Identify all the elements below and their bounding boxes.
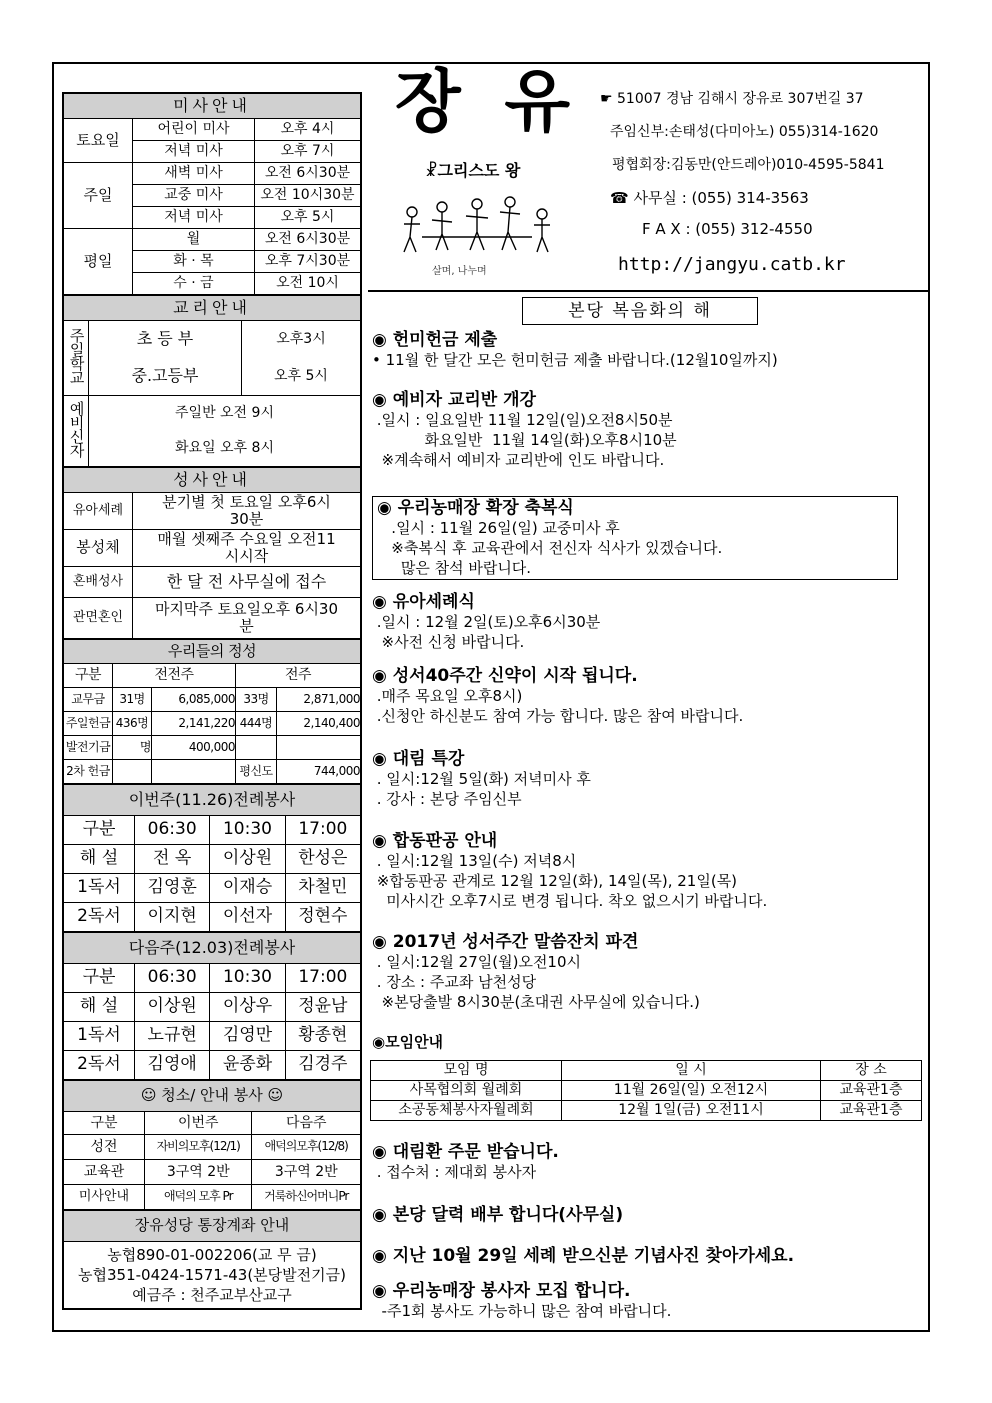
notice-title: ◉ 대림 특강 <box>372 749 465 769</box>
office-line <box>610 187 809 208</box>
clean-cell: 3구역 2반 <box>145 1160 252 1185</box>
tw-cell: 정현수 <box>285 903 360 932</box>
sacr-label: 관면혼인 <box>64 598 133 639</box>
nw-col: 06:30 <box>135 964 210 993</box>
offer-cell: 2차 헌금 <box>64 760 113 784</box>
notice-line: .일시 : 12월 2일(토)오후6시30분 <box>372 613 601 631</box>
clean-col: 구분 <box>64 1112 145 1135</box>
notice-lecture <box>372 749 591 809</box>
divider <box>368 290 928 292</box>
nw-cell: 이상원 <box>135 993 210 1022</box>
tw-cell: 이상원 <box>210 845 285 874</box>
meet-col: 일 시 <box>562 1061 821 1081</box>
phone-icon: ☎ <box>610 189 634 207</box>
next-week-table <box>63 932 361 1080</box>
mass-table <box>63 93 361 295</box>
mass-cell: 오후 7시 <box>255 141 361 163</box>
notice-bible <box>372 666 743 726</box>
tw-cell: 전 옥 <box>135 845 210 874</box>
notice-calendar <box>372 1205 623 1225</box>
tw-cell: 이선자 <box>210 903 285 932</box>
sacr-value: 한 달 전 사무실에 접수 <box>133 567 361 598</box>
notice-line: • 11월 한 달간 모은 헌미헌금 제출 바랍니다.(12월10일까지) <box>372 351 778 369</box>
meeting-heading <box>372 1032 443 1052</box>
nw-cell: 해 설 <box>64 993 135 1022</box>
edu-table <box>63 295 361 467</box>
notice-line: . 일시:12월 5일(화) 저녁미사 후 <box>372 770 591 788</box>
mass-cell: 저녁 미사 <box>133 141 255 163</box>
offer-cell: 6,085,000 <box>152 688 236 712</box>
nw-cell: 김영만 <box>210 1022 285 1051</box>
notice-line: 많은 참석 바랍니다. <box>377 559 532 577</box>
bank-line: 예금주 : 천주교부산교구 <box>132 1286 292 1304</box>
edu-header: 교리안내 <box>64 296 361 321</box>
clean-header: ☺ 청소/ 안내 봉사 ☺ <box>64 1081 361 1112</box>
notice-title: ◉모임안내 <box>372 1033 444 1051</box>
clean-col: 이번주 <box>145 1112 252 1135</box>
subtitle: ☧그리스도 왕 <box>425 161 521 180</box>
pastor-line: 주임신부:손태성(다미아노) 055)314-1620 <box>610 124 879 140</box>
mass-cell: 어린이 미사 <box>133 119 255 141</box>
clean-cell: 교육관 <box>64 1160 145 1185</box>
motto: 살며, 나누며 <box>432 266 487 277</box>
tw-col: 06:30 <box>135 816 210 845</box>
nw-cell: 정윤남 <box>285 993 360 1022</box>
hand-pointer-icon: ☛ <box>600 91 618 107</box>
tw-col: 구분 <box>64 816 135 845</box>
notice-line: .일시 : 11월 26일(일) 교중미사 후 <box>377 519 620 537</box>
notice-blessing <box>372 496 898 580</box>
notice-title: ◉ 본당 달력 배부 합니다(사무실) <box>372 1205 624 1225</box>
notice-title: ◉ 유아세례식 <box>372 592 475 612</box>
notice-line: ※축복식 후 교육관에서 전신자 식사가 있겠습니다. <box>377 539 723 557</box>
council-line: 평협회장:김동만(안드레아)010-4595-5841 <box>612 157 885 173</box>
bank-header: 장유성당 통장계좌 안내 <box>64 1211 361 1242</box>
mass-cell: 교중 미사 <box>133 185 255 207</box>
meeting-table <box>370 1060 922 1121</box>
notice-line: .일시 : 일요일반 11월 12일(일)오전8시50분 <box>372 411 673 429</box>
notice-line: -주1회 봉사도 가능하니 많은 참여 바랍니다. <box>372 1302 672 1320</box>
mass-cell: 오전 6시30분 <box>255 163 361 185</box>
meet-cell: 12월 1일(금) 오전11시 <box>562 1101 821 1121</box>
mass-cell: 오전 10시30분 <box>255 185 361 207</box>
tw-cell: 2독서 <box>64 903 135 932</box>
meet-cell: 교육관1층 <box>821 1101 922 1121</box>
mass-cell: 화 · 목 <box>133 251 255 273</box>
nw-cell: 윤종화 <box>210 1051 285 1080</box>
tw-col: 10:30 <box>210 816 285 845</box>
tw-cell: 차철민 <box>285 874 360 903</box>
week-label: 평일 <box>64 229 133 295</box>
mass-cell: 오전 10시 <box>255 273 361 295</box>
meet-cell: 사목협의회 월례회 <box>371 1081 562 1101</box>
offer-col: 전주 <box>236 664 361 688</box>
mass-cell: 오후 5시 <box>255 207 361 229</box>
meet-cell: 교육관1층 <box>821 1081 922 1101</box>
edu-cell: 중.고등부 <box>89 358 242 396</box>
mass-cell: 오후 7시30분 <box>255 251 361 273</box>
notice-line: 미사시간 오후7시로 변경 됩니다. 착오 없으시기 바랍니다. <box>372 892 768 910</box>
notice-photo <box>372 1246 794 1266</box>
offer-cell <box>113 760 152 784</box>
mass-cell: 새벽 미사 <box>133 163 255 185</box>
offer-cell: 주일헌금 <box>64 712 113 736</box>
address: 51007 경남 김해시 장유로 307번길 37 <box>617 91 864 107</box>
notice-bible-week <box>372 932 700 1012</box>
website-link[interactable]: http://jangyu.catb.kr <box>618 254 846 275</box>
meeting-table-wrap <box>370 1060 922 1121</box>
tw-cell: 해 설 <box>64 845 135 874</box>
notice-line: ※계속해서 예비자 교리반에 인도 바랍니다. <box>372 451 665 469</box>
this-week-table <box>63 784 361 932</box>
notice-title: ◉ 성서40주간 신약이 시작 됩니다. <box>372 666 638 686</box>
offer-cell <box>277 736 361 760</box>
notice-line: 화요일반 11월 14일(화)오후8시10분 <box>372 431 677 449</box>
offer-cell: 33명 <box>236 688 277 712</box>
mass-header: 미사안내 <box>64 94 361 119</box>
nw-col: 10:30 <box>210 964 285 993</box>
edu-cell: 오후 5시 <box>242 358 361 396</box>
school-label: 주일학교 <box>67 327 86 384</box>
notice-title: ◉ 우리농매장 확장 축복식 <box>377 498 574 518</box>
edu-cell: 화요일 오후 8시 <box>89 431 361 467</box>
edu-cell: 초 등 부 <box>89 321 242 359</box>
offer-cell: 444명 <box>236 712 277 736</box>
notice-advent-wreath <box>372 1142 559 1182</box>
clean-cell: 성전 <box>64 1135 145 1160</box>
offer-cell: 평신도 <box>236 760 277 784</box>
edu-cell: 주일반 오전 9시 <box>89 396 361 432</box>
sacr-label: 봉성체 <box>64 530 133 567</box>
sat-label: 토요일 <box>64 119 133 163</box>
offer-cell: 2,140,400 <box>277 712 361 736</box>
offer-cell: 2,141,220 <box>152 712 236 736</box>
offer-cell <box>236 736 277 760</box>
notice-line: .매주 목요일 오후8시) <box>372 687 523 705</box>
notice-line: .신청안 하신분도 참여 가능 합니다. 많은 참여 바랍니다. <box>372 707 744 725</box>
sacr-label: 혼배성사 <box>64 567 133 598</box>
notice-line: ※합동판공 관계로 12월 12일(화), 14일(목), 21일(목) <box>372 872 738 890</box>
meet-col: 모임 명 <box>371 1061 562 1081</box>
sacr-label: 유아세례 <box>64 493 133 530</box>
meet-col: 장 소 <box>821 1061 922 1081</box>
notice-title: ◉ 우리농매장 봉사자 모집 합니다. <box>372 1281 631 1301</box>
clean-col: 다음주 <box>252 1112 361 1135</box>
sacr-value: 매월 셋째주 수요일 오전11시시작 <box>133 530 361 567</box>
bank-line: 농협351-0424-1571-43(본당발전기금) <box>78 1266 346 1284</box>
offer-cell: 436명 <box>113 712 152 736</box>
tw-cell: 1독서 <box>64 874 135 903</box>
people-illustration <box>392 192 562 262</box>
mass-cell: 오전 6시30분 <box>255 229 361 251</box>
nw-cell: 김경주 <box>285 1051 360 1080</box>
notice-line: ※본당출발 8시30분(초대권 사무실에 있습니다.) <box>372 993 700 1011</box>
offer-cell: 400,000 <box>152 736 236 760</box>
catechumen-label: 예비신자 <box>67 400 86 457</box>
this-week-header: 이번주(11.26)전례봉사 <box>64 785 361 816</box>
sacrament-table <box>63 467 361 639</box>
fax-line: F A X : (055) 312-4550 <box>642 220 813 238</box>
office-phone: 사무실 : (055) 314-3563 <box>633 189 809 207</box>
mass-cell: 월 <box>133 229 255 251</box>
sun-label: 주일 <box>64 163 133 229</box>
mass-cell: 오후 4시 <box>255 119 361 141</box>
offering-table <box>63 639 361 784</box>
offer-cell: 명 <box>113 736 152 760</box>
left-column <box>62 92 362 1310</box>
clean-cell: 애덕의 모후 Pr <box>145 1185 252 1210</box>
notice-title: ◉ 합동판공 안내 <box>372 831 498 851</box>
notice-title: ◉ 지난 10월 29일 세례 받으신분 기념사진 찾아가세요. <box>372 1246 795 1266</box>
tw-cell: 김영훈 <box>135 874 210 903</box>
bank-line: 농협890-01-002206(교 무 금) <box>107 1246 317 1264</box>
clean-cell: 거룩하신어머니Pr <box>252 1185 361 1210</box>
nw-cell: 황종현 <box>285 1022 360 1051</box>
tw-col: 17:00 <box>285 816 360 845</box>
offer-cell <box>152 760 236 784</box>
nw-col: 17:00 <box>285 964 360 993</box>
mass-cell: 수 · 금 <box>133 273 255 295</box>
offer-cell: 31명 <box>113 688 152 712</box>
address-line <box>600 88 864 108</box>
notice-offering <box>372 330 778 370</box>
offer-col: 전전주 <box>113 664 236 688</box>
cleaning-table <box>63 1080 361 1210</box>
page-title: 장 유 <box>395 62 581 142</box>
offer-cell: 744,000 <box>277 760 361 784</box>
notice-catechumen <box>372 390 677 470</box>
edu-cell: 오후3시 <box>242 321 361 359</box>
sacr-value: 분기별 첫 토요일 오후6시30분 <box>133 493 361 530</box>
next-week-header: 다음주(12.03)전례봉사 <box>64 933 361 964</box>
tw-cell: 이지현 <box>135 903 210 932</box>
clean-cell: 미사안내 <box>64 1185 145 1210</box>
bank-table <box>63 1210 361 1309</box>
notice-line: . 강사 : 본당 주임신부 <box>372 790 522 808</box>
offer-cell: 교무금 <box>64 688 113 712</box>
notice-line: ※사전 신청 바랍니다. <box>372 633 525 651</box>
meet-cell: 11월 26일(일) 오전12시 <box>562 1081 821 1101</box>
offer-col: 구분 <box>64 664 113 688</box>
notice-confession <box>372 831 767 911</box>
notice-volunteer <box>372 1281 671 1321</box>
tw-cell: 이재승 <box>210 874 285 903</box>
offer-header: 우리들의 정성 <box>64 640 361 664</box>
notice-line: . 일시:12월 13일(수) 저녁8시 <box>372 852 577 870</box>
notice-title: ◉ 대림환 주문 받습니다. <box>372 1142 559 1162</box>
offer-cell: 2,871,000 <box>277 688 361 712</box>
clean-cell: 자비의모후(12/1) <box>145 1135 252 1160</box>
clean-cell: 3구역 2반 <box>252 1160 361 1185</box>
offer-cell: 발전기금 <box>64 736 113 760</box>
nw-cell: 2독서 <box>64 1051 135 1080</box>
tw-cell: 한성은 <box>285 845 360 874</box>
nw-cell: 김영애 <box>135 1051 210 1080</box>
notice-baptism <box>372 592 600 652</box>
nw-col: 구분 <box>64 964 135 993</box>
mass-cell: 저녁 미사 <box>133 207 255 229</box>
year-theme: 본당 복음화의 해 <box>522 297 758 325</box>
nw-cell: 노규현 <box>135 1022 210 1051</box>
meet-cell: 소공동체봉사자월례회 <box>371 1101 562 1121</box>
notice-title: ◉ 예비자 교리반 개강 <box>372 390 536 410</box>
clean-cell: 애덕의모후(12/8) <box>252 1135 361 1160</box>
nw-cell: 1독서 <box>64 1022 135 1051</box>
notice-line: . 일시:12월 27일(월)오전10시 <box>372 953 582 971</box>
notice-title: ◉ 2017년 성서주간 말씀잔치 파견 <box>372 932 639 952</box>
notice-title: ◉ 헌미헌금 제출 <box>372 330 498 350</box>
sacr-value: 마지막주 토요일오후 6시30분 <box>133 598 361 639</box>
notice-line: . 장소 : 주교좌 남천성당 <box>372 973 537 991</box>
notice-line: . 접수처 : 제대회 봉사자 <box>372 1163 537 1181</box>
sacr-header: 성사안내 <box>64 468 361 493</box>
nw-cell: 이상우 <box>210 993 285 1022</box>
